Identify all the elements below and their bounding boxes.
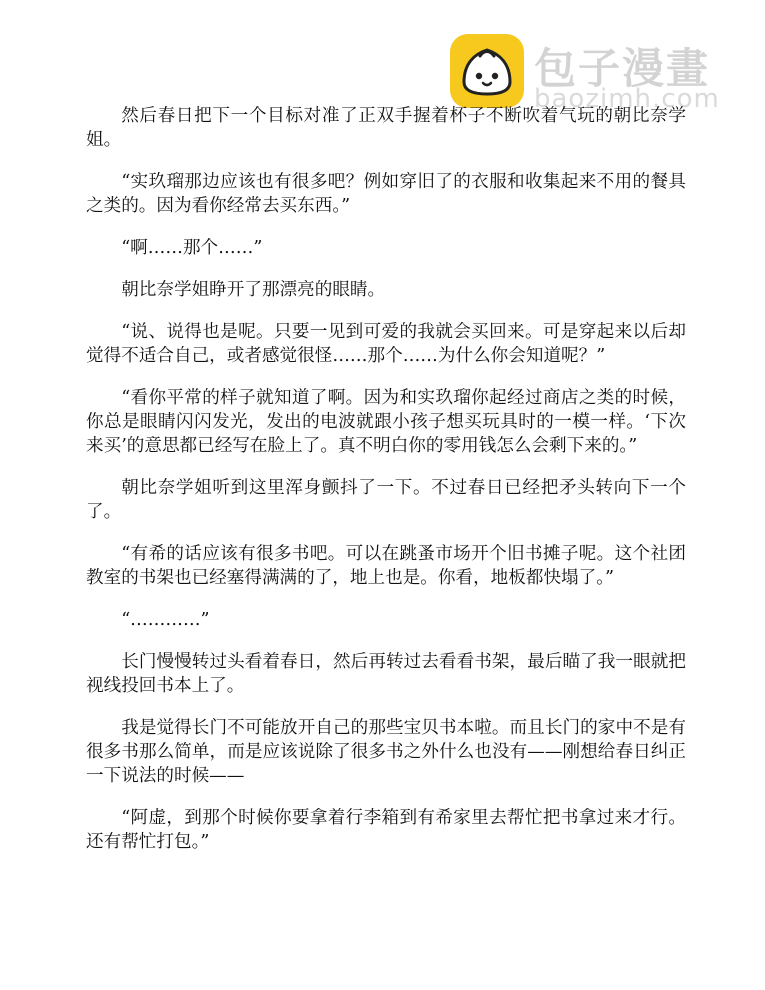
watermark [450, 34, 750, 114]
watermark-url: baozimh.com [534, 84, 720, 114]
paragraph: “阿虚，到那个时候你要拿着行李箱到有希家里去帮忙把书拿过来才行。还有帮忙打包。” [86, 808, 686, 852]
paragraph: 长门慢慢转过头看着春日，然后再转过去看看书架，最后瞄了我一眼就把视线投回书本上了。 [86, 652, 686, 696]
watermark-title: 包子漫畫 [534, 44, 711, 93]
paragraph: “啊……那个……” [121, 238, 263, 258]
paragraph: 朝比奈学姐听到这里浑身颤抖了一下。不过春日已经把矛头转向下一个了。 [86, 478, 686, 522]
paragraph: “…………” [121, 610, 210, 630]
paragraph: 朝比奈学姐睁开了那漂亮的眼睛。 [121, 280, 386, 300]
paragraph: “有希的话应该有很多书吧。可以在跳蚤市场开个旧书摊子呢。这个社团教室的书架也已经塞得满满的了，地上也是。你看，地板都快塌了。” [86, 544, 686, 588]
bun-mascot-icon [450, 34, 524, 108]
text-body [86, 104, 686, 872]
paragraph: “看你平常的样子就知道了啊。因为和实玖瑠你起经过商店之类的时候，你总是眼睛闪闪发光，发出的电波就跟小孩子想买玩具时的一模一样。‘下次来买’的意思都已经写在脸上了。真不明白你的零用钱怎么会剩下来的。” [86, 388, 686, 456]
paragraph: 然后春日把下一个目标对准了正双手握着杯子不断吹着气玩的朝比奈学姐。 [86, 106, 686, 150]
paragraph: 我是觉得长门不可能放开自己的那些宝贝书本啦。而且长门的家中不是有很多书那么简单，而是应该说除了很多书之外什么也没有——刚想给春日纠正一下说法的时候—— [86, 718, 686, 786]
paragraph: “实玖瑠那边应该也有很多吧？例如穿旧了的衣服和收集起来不用的餐具之类的。因为看你经常去买东西。” [86, 172, 686, 216]
paragraph: “说、说得也是呢。只要一见到可爱的我就会买回来。可是穿起来以后却觉得不适合自己，或者感觉很怪……那个……为什么你会知道呢？” [86, 322, 686, 366]
